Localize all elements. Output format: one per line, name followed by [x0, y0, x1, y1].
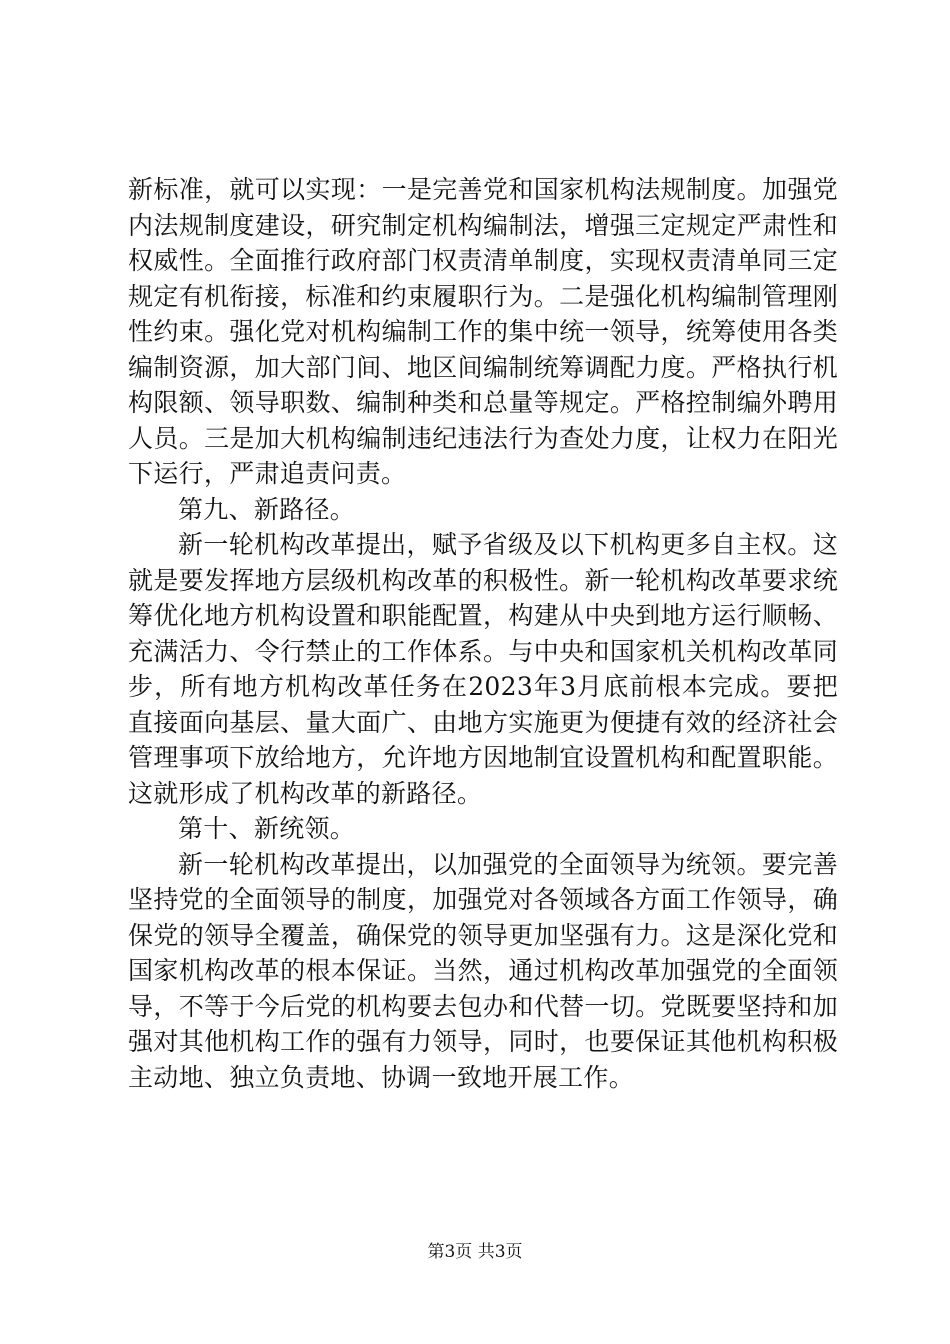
- section-heading-new-leadership: 第十、新统领。: [178, 814, 356, 843]
- paragraph-continuation: 新标准，就可以实现：一是完善党和国家机构法规制度。加强党内法规制度建设，研究制定机构编制法，增强三定规定严肃性和权威性。全面推行政府部门权责清单制度，实现权责清单同三定规定有机衔接，标准和约束履职行为。二是强化机构编制管理刚性约束。强化党对机构编制工作的集中统一领导，统筹使用各类编制资源，加大部门间、地区间编制统筹调配力度。严格执行机构限额、领导职数、编制种类和总量等规定。严格控制编外聘用人员。三是加大机构编制违纪违法行为查处力度，让权力在阳光下运行，严肃追责问责。: [128, 175, 838, 488]
- paragraph-new-leadership: 新一轮机构改革提出，以加强党的全面领导为统领。要完善坚持党的全面领导的制度，加强党对各领域各方面工作领导，确保党的领导全覆盖，确保党的领导更加坚强有力。这是深化党和国家机构改革的根本保证。当然，通过机构改革加强党的全面领导，不等于今后党的机构要去包办和代替一切。党既要坚持和加强对其他机构工作的强有力领导，同时，也要保证其他机构积极主动地、独立负责地、协调一致地开展工作。: [128, 849, 838, 1092]
- section-heading-new-path: 第九、新路径。: [178, 494, 356, 524]
- page-number-footer: 第3页 共3页: [427, 1242, 523, 1262]
- document-body: [128, 172, 838, 1095]
- paragraph-new-path: 新一轮机构改革提出，赋予省级及以下机构更多自主权。这就是要发挥地方层级机构改革的积极性。新一轮机构改革要求统筹优化地方机构设置和职能配置，构建从中央到地方运行顺畅、充满活力、令行禁止的工作体系。与中央和国家机关机构改革同步，所有地方机构改革任务在2023年3月底前根本完成。要把直接面向基层、量大面广、由地方实施更为便捷有效的经济社会管理事项下放给地方，允许地方因地制宜设置机构和配置职能。这就形成了机构改革的新路径。: [128, 530, 838, 808]
